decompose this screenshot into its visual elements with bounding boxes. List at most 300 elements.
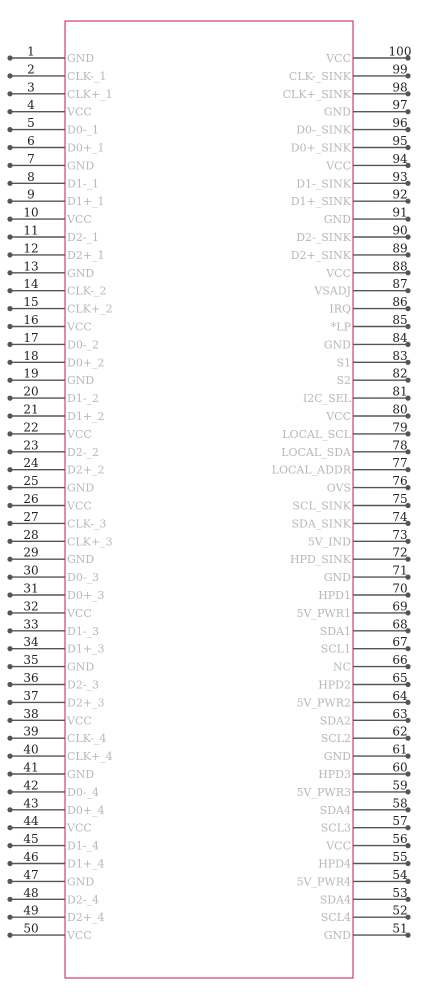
pin-name: CLK+_3: [67, 535, 113, 549]
pin-name: VCC: [67, 714, 92, 728]
pin-end-dot: [7, 449, 12, 454]
pin-number: 44: [23, 814, 39, 829]
pin-4: [7, 98, 91, 119]
pin-end-dot: [7, 252, 12, 257]
pin-name: VCC: [67, 427, 92, 441]
pin-number: 17: [23, 330, 39, 345]
pin-name: D2-_4: [67, 893, 100, 907]
pin-name: D2+_2: [67, 463, 105, 477]
pin-number: 21: [23, 402, 39, 417]
pin-name: NC: [332, 660, 351, 674]
pin-number: 35: [23, 653, 39, 668]
pin-number: 42: [23, 778, 39, 793]
pin-number: 16: [23, 313, 39, 327]
pin-name: D0-_SINK: [296, 123, 351, 137]
pin-11: [7, 224, 99, 245]
pin-3: [7, 80, 112, 101]
pin-end-dot: [7, 557, 12, 562]
pin-23: [7, 438, 99, 459]
pin-name: 5V_PWR2: [296, 696, 351, 710]
pin-number: 54: [392, 867, 408, 882]
pin-number: 22: [23, 420, 39, 435]
pin-number: 92: [392, 187, 408, 202]
pin-name: CLK-_3: [67, 517, 107, 531]
pin-number: 13: [23, 259, 39, 274]
pin-number: 23: [23, 438, 39, 453]
pin-name: D0-_1: [67, 123, 100, 137]
pin-end-dot: [7, 861, 12, 866]
right-pin-column: [272, 45, 412, 943]
pin-name: SCL_SINK: [292, 499, 351, 513]
pin-name: D0-_2: [67, 338, 100, 352]
pin-34: [7, 635, 104, 656]
pin-number: 51: [392, 921, 408, 936]
pin-name: GND: [67, 374, 95, 388]
pin-number: 50: [23, 921, 39, 936]
pin-end-dot: [7, 127, 12, 132]
pin-number: 29: [23, 545, 39, 560]
pin-name: GND: [67, 660, 95, 674]
pin-name: VCC: [326, 159, 351, 173]
pin-end-dot: [7, 700, 12, 705]
pin-number: 59: [392, 778, 408, 793]
pin-name: 5V_PWR1: [296, 606, 351, 620]
pin-number: 58: [392, 796, 408, 811]
pin-name: 5V_PWR4: [296, 875, 351, 889]
pin-name: LOCAL_SCL: [282, 427, 351, 441]
pin-name: GND: [67, 553, 95, 567]
pin-end-dot: [7, 879, 12, 884]
pin-name: SCL4: [320, 911, 351, 925]
pin-number: 8: [27, 169, 35, 184]
pin-number: 93: [392, 169, 408, 184]
pin-number: 3: [27, 80, 35, 95]
pin-48: [7, 886, 99, 907]
pin-end-dot: [7, 646, 12, 651]
pin-number: 90: [392, 223, 408, 238]
pin-name: HPD2: [318, 678, 351, 692]
pin-name: D0+_3: [67, 589, 105, 602]
pin-end-dot: [7, 163, 12, 168]
pin-77: [272, 456, 411, 477]
pin-name: D1+_2: [67, 410, 105, 423]
pin-name: *LP: [330, 320, 351, 334]
pin-name: D0+_SINK: [290, 141, 351, 155]
pin-number: 62: [392, 724, 408, 739]
pin-45: [7, 832, 99, 853]
pin-name: SDA4: [319, 893, 351, 907]
pin-name: VCC: [67, 821, 92, 835]
pin-name: VCC: [67, 320, 92, 334]
pin-name: D2-_SINK: [296, 231, 351, 244]
pin-12: [7, 241, 104, 262]
pin-name: HPD3: [318, 768, 351, 781]
pin-name: D2+_SINK: [290, 248, 351, 262]
pin-name: D0+_2: [67, 356, 105, 370]
pin-number: 19: [23, 366, 39, 381]
pin-number: 84: [392, 330, 408, 345]
pin-name: 5V_PWR3: [296, 785, 351, 799]
pin-name: VCC: [67, 606, 92, 620]
pin-end-dot: [7, 324, 12, 329]
pin-9: [7, 188, 104, 209]
pin-5: [7, 116, 99, 137]
pin-number: 9: [27, 187, 35, 202]
pin-end-dot: [7, 915, 12, 920]
pin-number: 33: [23, 617, 39, 632]
pin-number: 75: [392, 492, 408, 506]
pin-end-dot: [7, 503, 12, 508]
pin-number: 68: [392, 617, 408, 632]
pin-number: 97: [392, 98, 408, 113]
pin-37: [7, 689, 104, 710]
pin-19: [7, 367, 94, 388]
pin-43: [7, 796, 104, 817]
pin-name: 5V_IND: [307, 535, 351, 549]
pin-32: [7, 599, 91, 620]
pin-number: 57: [392, 814, 408, 829]
pin-24: [7, 456, 104, 477]
pin-name: VCC: [67, 929, 92, 943]
pin-number: 11: [23, 223, 39, 238]
pin-name: GND: [67, 875, 95, 889]
pin-name: VCC: [67, 213, 92, 227]
pin-name: CLK+_SINK: [282, 87, 351, 101]
pin-end-dot: [7, 270, 12, 275]
pin-25: [7, 474, 94, 495]
pin-number: 74: [392, 509, 408, 524]
pin-number: 98: [392, 80, 408, 95]
pin-name: LOCAL_ADDR: [271, 463, 351, 477]
pin-number: 87: [392, 277, 408, 292]
pin-name: SDA4: [319, 803, 351, 817]
pin-number: 43: [23, 796, 39, 811]
pin-end-dot: [7, 199, 12, 204]
pin-name: D1-_4: [67, 839, 100, 853]
pin-end-dot: [7, 467, 12, 472]
pin-16: [7, 313, 91, 334]
pin-number: 36: [23, 671, 39, 685]
pin-47: [7, 868, 94, 889]
pin-end-dot: [7, 575, 12, 580]
pin-end-dot: [7, 825, 12, 830]
pin-35: [7, 653, 94, 674]
pin-number: 26: [23, 492, 39, 506]
pin-number: 47: [23, 867, 39, 882]
pin-end-dot: [7, 55, 12, 60]
pin-name: D2+_4: [67, 911, 105, 925]
pin-name: GND: [67, 52, 95, 65]
pin-number: 28: [23, 527, 39, 542]
pin-number: 39: [23, 724, 39, 739]
pin-number: 56: [392, 832, 408, 847]
pin-number: 94: [392, 151, 408, 166]
pin-number: 24: [23, 456, 39, 471]
pin-number: 25: [23, 474, 39, 489]
pin-name: GND: [323, 338, 351, 352]
pin-number: 60: [392, 760, 408, 775]
pin-name: OVS: [326, 481, 351, 495]
pin-name: CLK-_1: [67, 69, 107, 83]
pin-number: 55: [392, 850, 408, 864]
pin-26: [7, 492, 91, 513]
pin-name: SCL3: [320, 821, 351, 835]
pin-number: 100: [388, 44, 412, 59]
pin-name: D0-_4: [67, 785, 100, 799]
pin-number: 45: [23, 832, 39, 847]
pin-name: D1+_3: [67, 642, 105, 656]
pin-end-dot: [7, 431, 12, 436]
pin-name: GND: [67, 266, 95, 280]
pin-number: 76: [392, 474, 408, 489]
pin-10: [7, 206, 91, 227]
pin-number: 83: [392, 348, 408, 363]
pin-30: [7, 564, 99, 585]
pin-8: [7, 170, 99, 191]
pin-number: 6: [27, 134, 35, 148]
pin-end-dot: [7, 610, 12, 615]
pin-name: SCL1: [320, 642, 351, 656]
pin-name: D0+_1: [67, 141, 105, 155]
pin-name: VCC: [326, 52, 351, 65]
pin-end-dot: [7, 628, 12, 633]
pin-number: 77: [392, 456, 408, 471]
pin-end-dot: [7, 789, 12, 794]
pin-31: [7, 582, 104, 603]
pin-number: 82: [392, 366, 408, 381]
pin-number: 30: [23, 563, 39, 578]
pin-number: 88: [392, 259, 408, 274]
pin-number: 52: [392, 903, 408, 918]
pin-name: VCC: [67, 499, 92, 513]
pin-number: 91: [392, 205, 408, 220]
pin-27: [7, 510, 106, 531]
pin-number: 49: [23, 903, 39, 918]
pin-name: CLK+_2: [67, 302, 113, 316]
pin-number: 78: [392, 438, 408, 453]
pin-number: 32: [23, 599, 39, 614]
pin-name: GND: [323, 750, 351, 764]
pin-number: 31: [23, 581, 39, 596]
pin-name: SDA_SINK: [291, 517, 351, 531]
pin-name: GND: [67, 159, 95, 173]
pin-79: [282, 420, 410, 441]
pin-name: S1: [336, 356, 351, 370]
pin-name: HPD_SINK: [289, 553, 351, 567]
pin-name: VCC: [326, 839, 351, 853]
pin-number: 18: [23, 348, 39, 363]
pin-number: 10: [23, 205, 39, 220]
pin-36: [7, 671, 99, 692]
pin-1: [7, 45, 94, 66]
pin-name: GND: [67, 481, 95, 495]
pin-number: 72: [392, 545, 408, 560]
pin-end-dot: [7, 754, 12, 759]
pin-end-dot: [7, 217, 12, 222]
pin-name: CLK-_4: [67, 732, 107, 746]
pin-end-dot: [7, 485, 12, 490]
pin-number: 61: [392, 742, 408, 757]
pin-number: 89: [392, 241, 408, 256]
pin-42: [7, 778, 99, 799]
pin-13: [7, 259, 94, 280]
pin-name: SDA1: [319, 624, 351, 638]
pin-number: 86: [392, 295, 408, 310]
pin-50: [7, 922, 91, 943]
pin-number: 64: [392, 688, 408, 703]
pin-number: 79: [392, 420, 408, 435]
pin-name: IRQ: [329, 302, 351, 316]
pin-33: [7, 617, 99, 638]
pin-name: D1+_4: [67, 857, 105, 871]
pin-end-dot: [7, 396, 12, 401]
pin-number: 46: [23, 850, 39, 864]
pin-end-dot: [7, 234, 12, 239]
pin-number: 69: [392, 599, 408, 614]
pin-name: S2: [336, 374, 351, 388]
pin-end-dot: [7, 181, 12, 186]
pin-name: CLK+_1: [67, 87, 113, 101]
pin-7: [7, 152, 94, 173]
pin-end-dot: [7, 664, 12, 669]
pin-number: 65: [392, 671, 408, 685]
pin-name: LOCAL_SDA: [281, 445, 351, 459]
pin-end-dot: [7, 807, 12, 812]
pin-number: 4: [27, 98, 35, 113]
pin-end-dot: [7, 843, 12, 848]
pin-18: [7, 349, 104, 370]
pin-number: 20: [23, 384, 39, 399]
pin-end-dot: [7, 736, 12, 741]
pin-49: [7, 904, 104, 925]
pin-number: 41: [23, 760, 39, 775]
pin-2: [7, 62, 106, 83]
pin-end-dot: [7, 933, 12, 938]
pin-name: GND: [323, 105, 351, 119]
pin-end-dot: [7, 306, 12, 311]
pin-22: [7, 420, 91, 441]
pin-end-dot: [7, 360, 12, 365]
pin-44: [7, 814, 91, 835]
pin-name: D1-_1: [67, 177, 100, 191]
pin-end-dot: [7, 771, 12, 776]
pin-name: CLK+_4: [67, 750, 113, 764]
pin-name: D1+_SINK: [290, 195, 351, 209]
pin-number: 40: [23, 742, 39, 757]
pin-number: 15: [23, 295, 39, 310]
pin-name: D0+_4: [67, 803, 105, 817]
pin-number: 67: [392, 635, 408, 650]
pin-38: [7, 707, 91, 728]
pin-name: VCC: [326, 410, 351, 423]
pin-number: 12: [23, 241, 39, 256]
pin-21: [7, 403, 104, 424]
pin-number: 95: [392, 134, 408, 148]
pin-end-dot: [7, 592, 12, 597]
pin-end-dot: [7, 897, 12, 902]
pin-name: D2-_2: [67, 445, 100, 459]
pin-number: 5: [27, 116, 35, 131]
pin-name: HPD4: [318, 857, 351, 871]
pin-name: VCC: [67, 105, 92, 119]
pin-end-dot: [7, 288, 12, 293]
pin-end-dot: [7, 413, 12, 418]
pin-name: D2-_3: [67, 678, 100, 692]
pin-14: [7, 277, 106, 298]
pin-end-dot: [7, 73, 12, 78]
pin-number: 66: [392, 653, 408, 668]
pin-end-dot: [7, 145, 12, 150]
pin-6: [7, 134, 104, 155]
pin-name: GND: [323, 929, 351, 943]
pin-number: 53: [392, 885, 408, 900]
pin-number: 85: [392, 313, 408, 327]
pin-name: VSADJ: [314, 284, 351, 298]
pin-name: VCC: [326, 266, 351, 280]
pin-number: 2: [27, 62, 35, 77]
pin-name: CLK-_SINK: [288, 69, 351, 83]
pin-name: CLK-_2: [67, 284, 107, 298]
pin-41: [7, 761, 94, 782]
pin-name: HPD1: [318, 589, 351, 602]
pin-17: [7, 331, 99, 352]
pin-name: GND: [67, 768, 95, 781]
pin-end-dot: [7, 342, 12, 347]
pin-39: [7, 725, 106, 746]
pin-name: D2+_3: [67, 696, 105, 710]
pin-number: 71: [392, 563, 408, 578]
pin-name: D1+_1: [67, 195, 105, 209]
pin-name: D1-_2: [67, 392, 100, 406]
pin-name: D2+_1: [67, 248, 105, 262]
pin-number: 99: [392, 62, 408, 77]
pin-number: 73: [392, 527, 408, 542]
pin-name: GND: [323, 213, 351, 227]
pin-number: 80: [392, 402, 408, 417]
pin-end-dot: [7, 378, 12, 383]
pin-number: 27: [23, 509, 39, 524]
pin-name: I2C_SEL: [302, 392, 351, 406]
pin-20: [7, 385, 99, 406]
pin-number: 81: [392, 384, 408, 399]
pin-29: [7, 546, 94, 567]
pin-78: [281, 438, 410, 459]
pin-number: 1: [27, 44, 35, 59]
pin-end-dot: [7, 109, 12, 114]
pin-number: 7: [27, 151, 35, 166]
pin-name: D0-_3: [67, 571, 100, 585]
pin-end-dot: [7, 521, 12, 526]
pin-46: [7, 850, 104, 871]
pin-end-dot: [7, 91, 12, 96]
pin-number: 96: [392, 116, 408, 131]
pin-name: GND: [323, 571, 351, 585]
pin-number: 38: [23, 706, 39, 721]
pin-end-dot: [7, 718, 12, 723]
pin-number: 48: [23, 885, 39, 900]
pin-number: 63: [392, 706, 408, 721]
pin-number: 14: [23, 277, 39, 292]
pin-name: D1-_3: [67, 624, 100, 638]
pin-number: 70: [392, 581, 408, 596]
pin-end-dot: [7, 539, 12, 544]
left-pin-column: [7, 45, 112, 943]
pin-51: [324, 922, 411, 943]
pin-name: SCL2: [320, 732, 351, 746]
pin-end-dot: [7, 682, 12, 687]
pin-name: SDA2: [319, 714, 351, 728]
pin-number: 34: [23, 635, 39, 650]
